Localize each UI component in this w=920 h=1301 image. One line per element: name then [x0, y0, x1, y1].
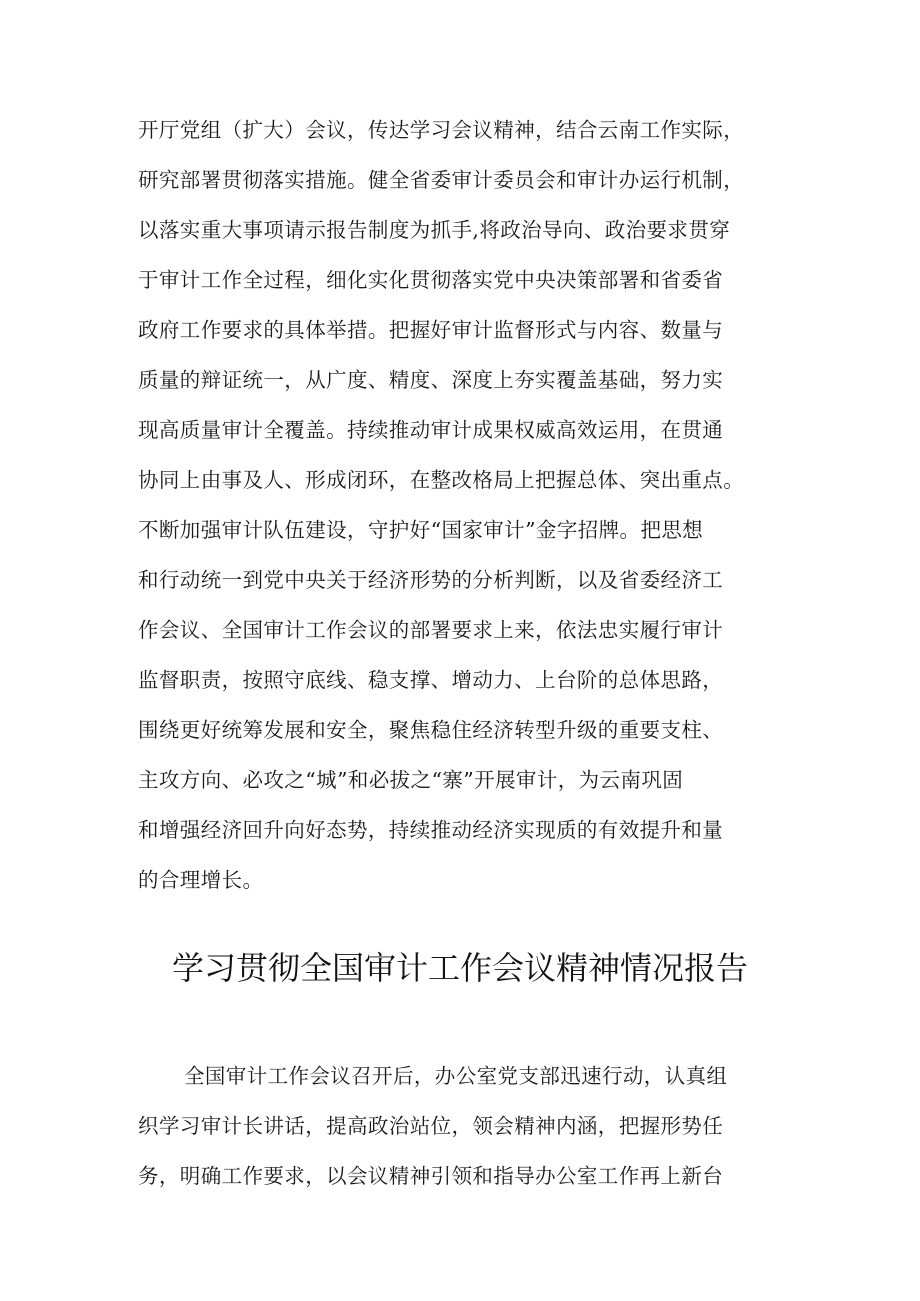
- paragraph-line: 围绕更好统筹发展和安全，聚焦稳住经济转型升级的重要支柱、: [138, 718, 724, 742]
- paragraph-line: 协同上由事及人、形成闭环，在整改格局上把握总体、突出重点。: [138, 468, 745, 492]
- paragraph-line: 监督职责，按照守底线、稳支撑、增动力、上台阶的总体思路，: [138, 668, 724, 692]
- paragraph-line: 主攻方向、必攻之“城”和必拔之“寨”开展审计，为云南巩固: [138, 768, 684, 792]
- paragraph-line: 织学习审计长讲话，提高政治站位，领会精神内涵，把握形势任: [138, 1114, 724, 1138]
- paragraph-line: 全国审计工作会议召开后，办公室党支部迅速行动，认真组: [184, 1064, 728, 1088]
- paragraph-line: 务，明确工作要求，以会议精神引领和指导办公室工作再上新台: [138, 1164, 724, 1188]
- paragraph-line: 政府工作要求的具体举措。把握好审计监督形式与内容、数量与: [138, 318, 724, 342]
- paragraph-line: 于审计工作全过程，细化实化贯彻落实党中央决策部署和省委省: [138, 268, 724, 292]
- paragraph-line: 质量的辩证统一，从广度、精度、深度上夯实覆盖基础，努力实: [138, 368, 724, 392]
- paragraph-line: 以落实重大事项请示报告制度为抓手,将政治导向、政治要求贯穿: [138, 218, 731, 242]
- paragraph-line: 现高质量审计全覆盖。持续推动审计成果权威高效运用，在贯通: [138, 418, 724, 442]
- paragraph-line: 开厅党组（扩大）会议，传达学习会议精神，结合云南工作实际，: [138, 118, 745, 142]
- section-title: 学习贯彻全国审计工作会议精神情况报告: [171, 949, 748, 987]
- paragraph-line: 的合理增长。: [138, 868, 264, 892]
- paragraph-line: 不断加强审计队伍建设，守护好“国家审计”金字招牌。把思想: [138, 518, 704, 542]
- paragraph-line: 和行动统一到党中央关于经济形势的分析判断，以及省委经济工: [138, 568, 724, 592]
- paragraph-line: 和增强经济回升向好态势，持续推动经济实现质的有效提升和量: [138, 818, 724, 842]
- paragraph-line: 研究部署贯彻落实措施。健全省委审计委员会和审计办运行机制，: [138, 168, 745, 192]
- paragraph-line: 作会议、全国审计工作会议的部署要求上来，依法忠实履行审计: [138, 618, 724, 642]
